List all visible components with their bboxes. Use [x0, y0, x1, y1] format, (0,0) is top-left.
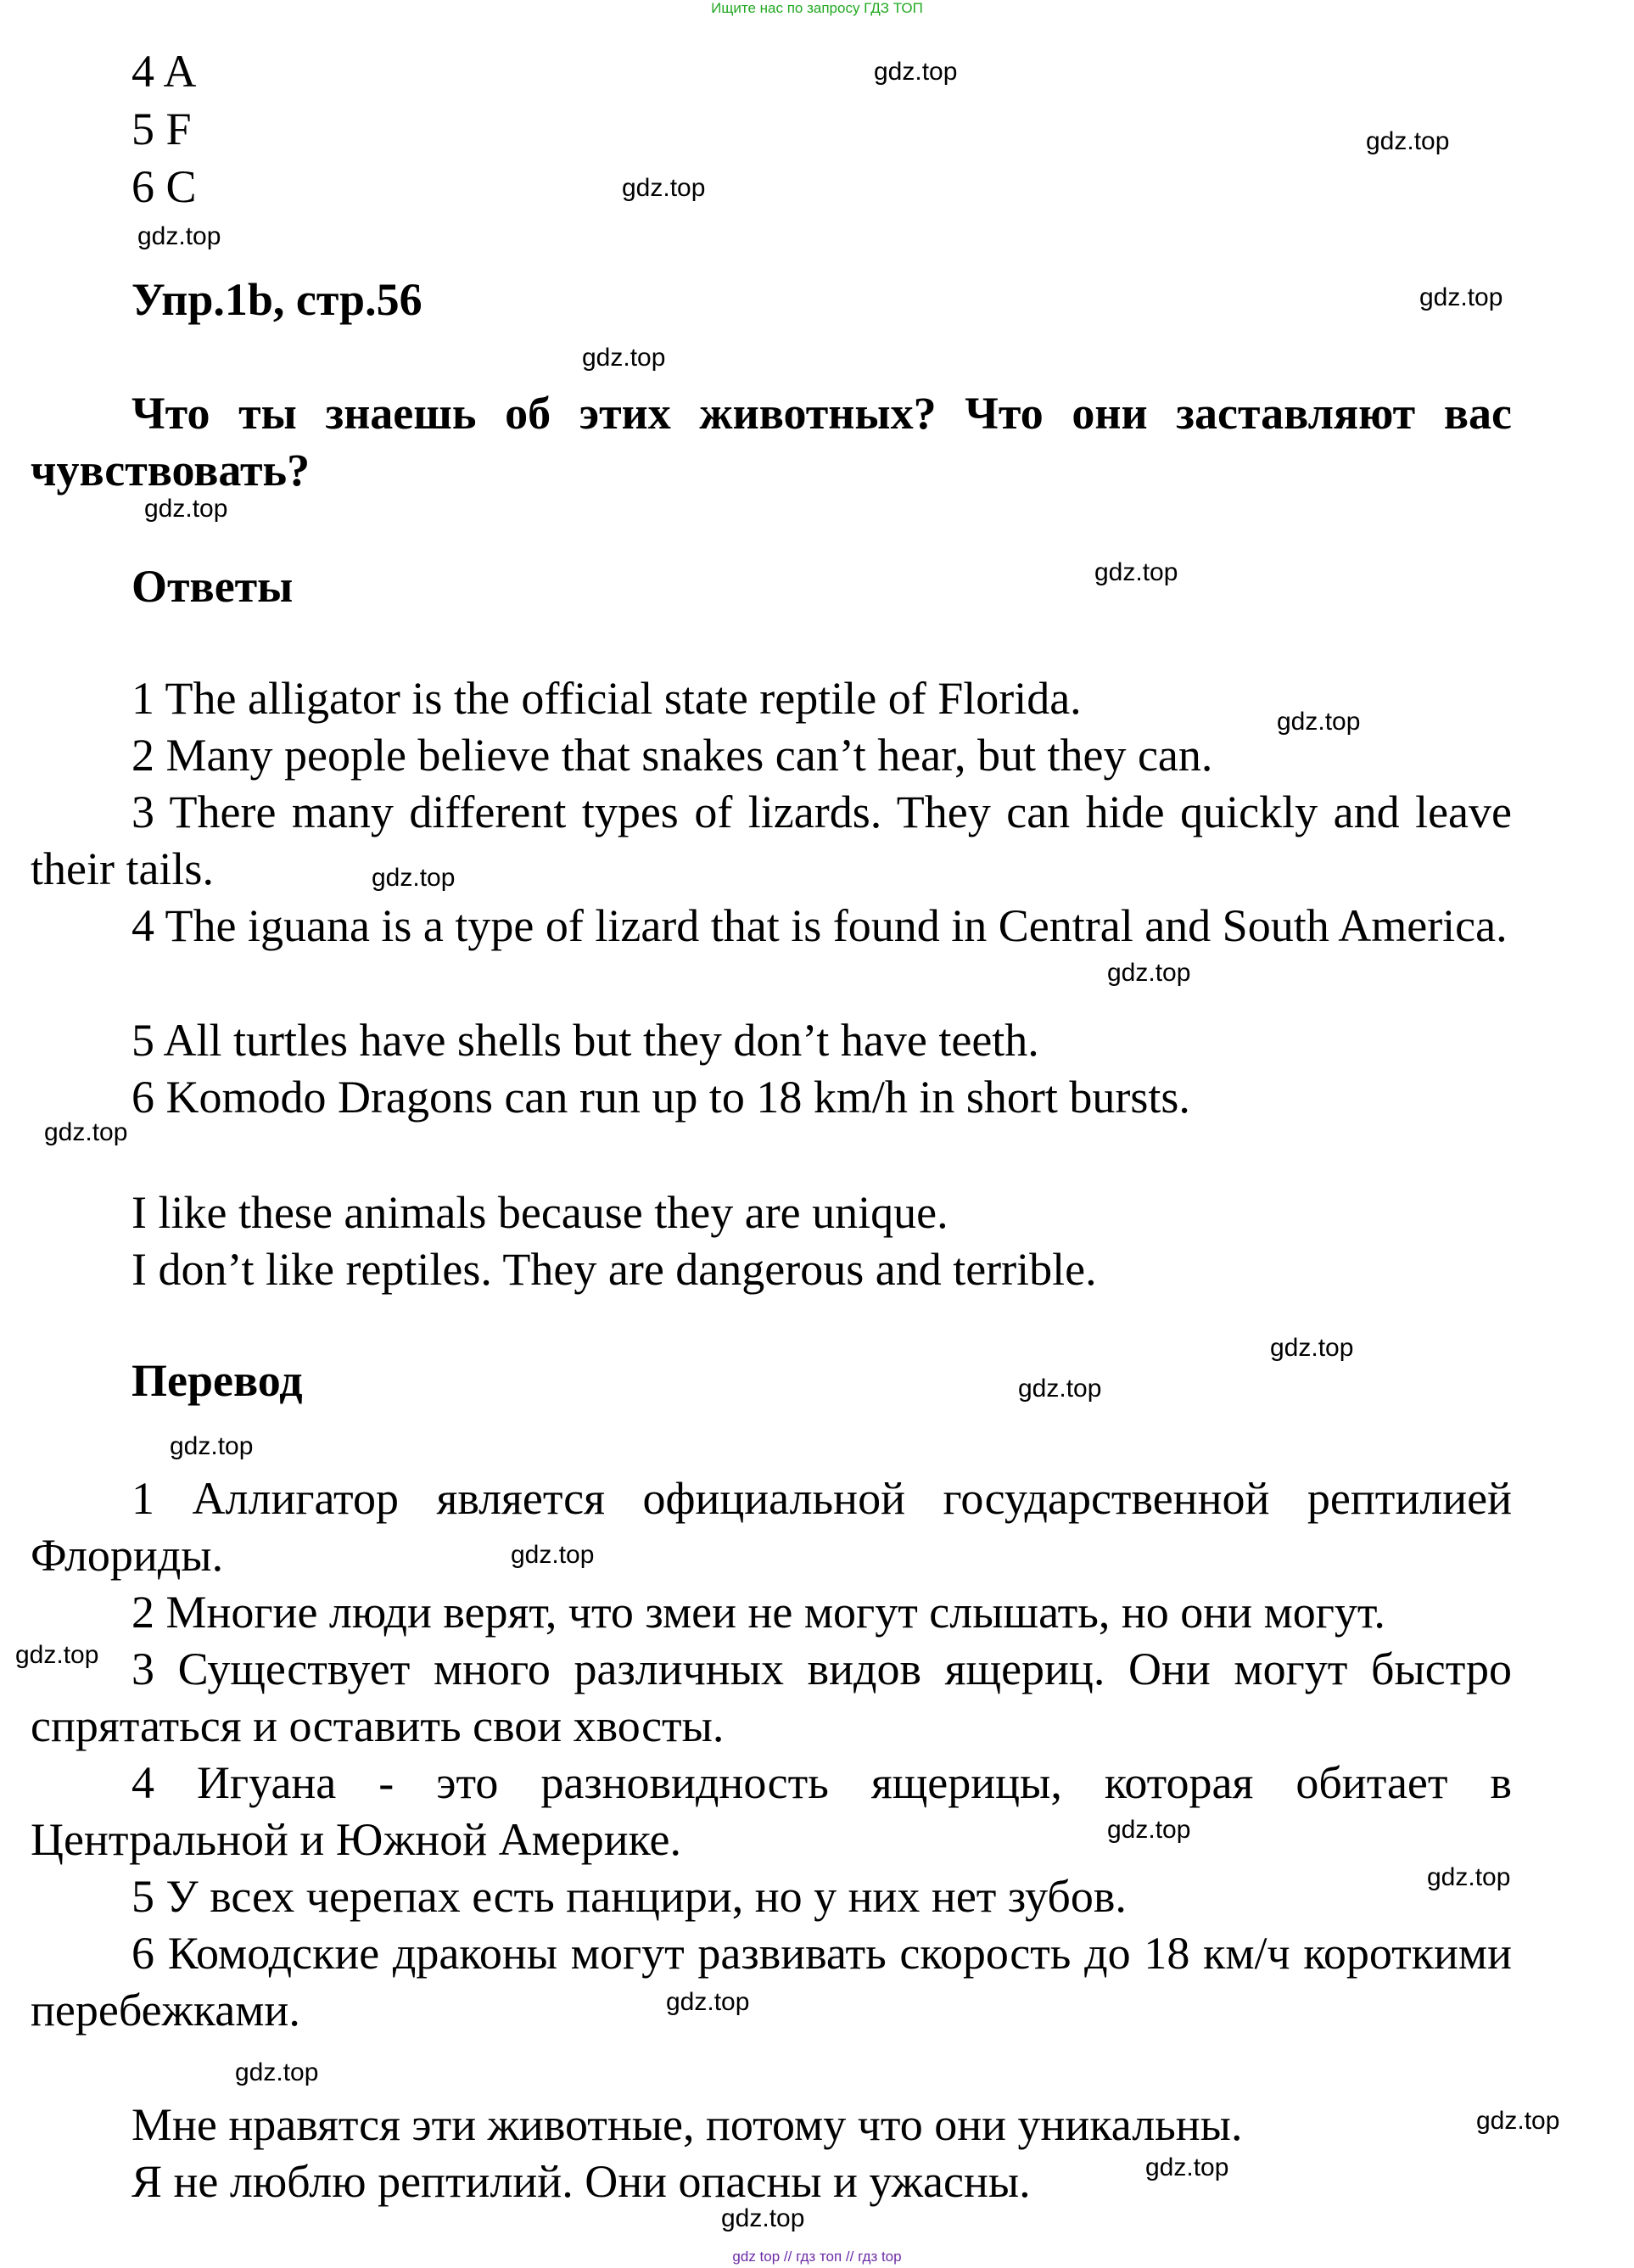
watermark: gdz.top: [144, 495, 228, 523]
translation-2: 2 Многие люди верят, что змеи не могут слышать, но они могут.: [132, 1587, 1385, 1638]
opinion-2: I don’t like reptiles. They are dangerous and terrible.: [132, 1244, 1097, 1295]
answer-6: 6 Komodo Dragons can run up to 18 km/h in short bursts.: [132, 1072, 1190, 1123]
watermark: gdz.top: [582, 344, 666, 372]
answer-3: 3 There many different types of lizards. They can hide quickly and leave their tails.: [31, 787, 1512, 894]
footer-note[interactable]: gdz top // гдз топ // гдз top: [732, 2248, 902, 2265]
watermark: gdz.top: [1427, 1863, 1511, 1891]
watermark: gdz.top: [1366, 127, 1450, 155]
opinion-translation-1: Мне нравятся эти животные, потому что они уникальны.: [132, 2099, 1243, 2150]
top-answer-6: 6 C: [132, 161, 197, 212]
translation-4: 4 Игуана - это разновидность ящерицы, которая обитает в Центральной и Южной Америке.: [31, 1757, 1512, 1865]
top-answer-4: 4 A: [132, 46, 197, 97]
watermark: gdz.top: [1419, 283, 1503, 311]
watermark: gdz.top: [1270, 1334, 1354, 1362]
answers-heading: Ответы: [132, 561, 294, 612]
answer-5: 5 All turtles have shells but they don’t have teeth.: [132, 1015, 1039, 1066]
top-answer-5: 5 F: [132, 104, 192, 154]
watermark: gdz.top: [1145, 2153, 1229, 2181]
header-note[interactable]: Ищите нас по запросу ГДЗ ТОП: [711, 0, 923, 16]
watermark: gdz.top: [666, 1988, 750, 2016]
watermark: gdz.top: [874, 58, 958, 86]
watermark: gdz.top: [170, 1432, 254, 1460]
question: Что ты знаешь об этих животных? Что они заставляют вас чувствовать?: [31, 388, 1512, 496]
translation-heading: Перевод: [132, 1355, 303, 1406]
answer-1: 1 The alligator is the official state reptile of Florida.: [132, 673, 1082, 724]
translation-6: 6 Комодские драконы могут развивать скорость до 18 км/ч короткими перебежками.: [31, 1928, 1512, 2036]
translation-5: 5 У всех черепах есть панцири, но у них нет зубов.: [132, 1871, 1127, 1922]
watermark: gdz.top: [1094, 558, 1178, 586]
opinion-translation-2: Я не люблю рептилий. Они опасны и ужасны.: [132, 2156, 1031, 2207]
watermark: gdz.top: [1107, 1816, 1191, 1844]
answer-4: 4 The iguana is a type of lizard that is found in Central and South America.: [132, 900, 1508, 951]
translation-3: 3 Существует много различных видов ящериц. Они могут быстро спрятаться и оставить свои хвосты.: [31, 1644, 1512, 1751]
watermark: gdz.top: [15, 1641, 99, 1669]
watermark: gdz.top: [1107, 959, 1191, 987]
watermark: gdz.top: [622, 174, 706, 202]
watermark: gdz.top: [1476, 2107, 1560, 2135]
watermark: gdz.top: [235, 2058, 319, 2086]
translation-1: 1 Аллигатор является официальной государственной рептилией Флориды.: [31, 1473, 1512, 1581]
opinion-1: I like these animals because they are unique.: [132, 1187, 949, 1238]
watermark: gdz.top: [721, 2204, 805, 2232]
exercise-title: Упр.1b, стр.56: [132, 274, 422, 325]
watermark: gdz.top: [137, 222, 221, 250]
watermark: gdz.top: [372, 864, 456, 892]
watermark: gdz.top: [1018, 1375, 1102, 1403]
answer-2: 2 Many people believe that snakes can’t hear, but they can.: [132, 730, 1213, 781]
watermark: gdz.top: [1277, 708, 1361, 736]
watermark: gdz.top: [511, 1541, 595, 1569]
watermark: gdz.top: [44, 1118, 128, 1146]
